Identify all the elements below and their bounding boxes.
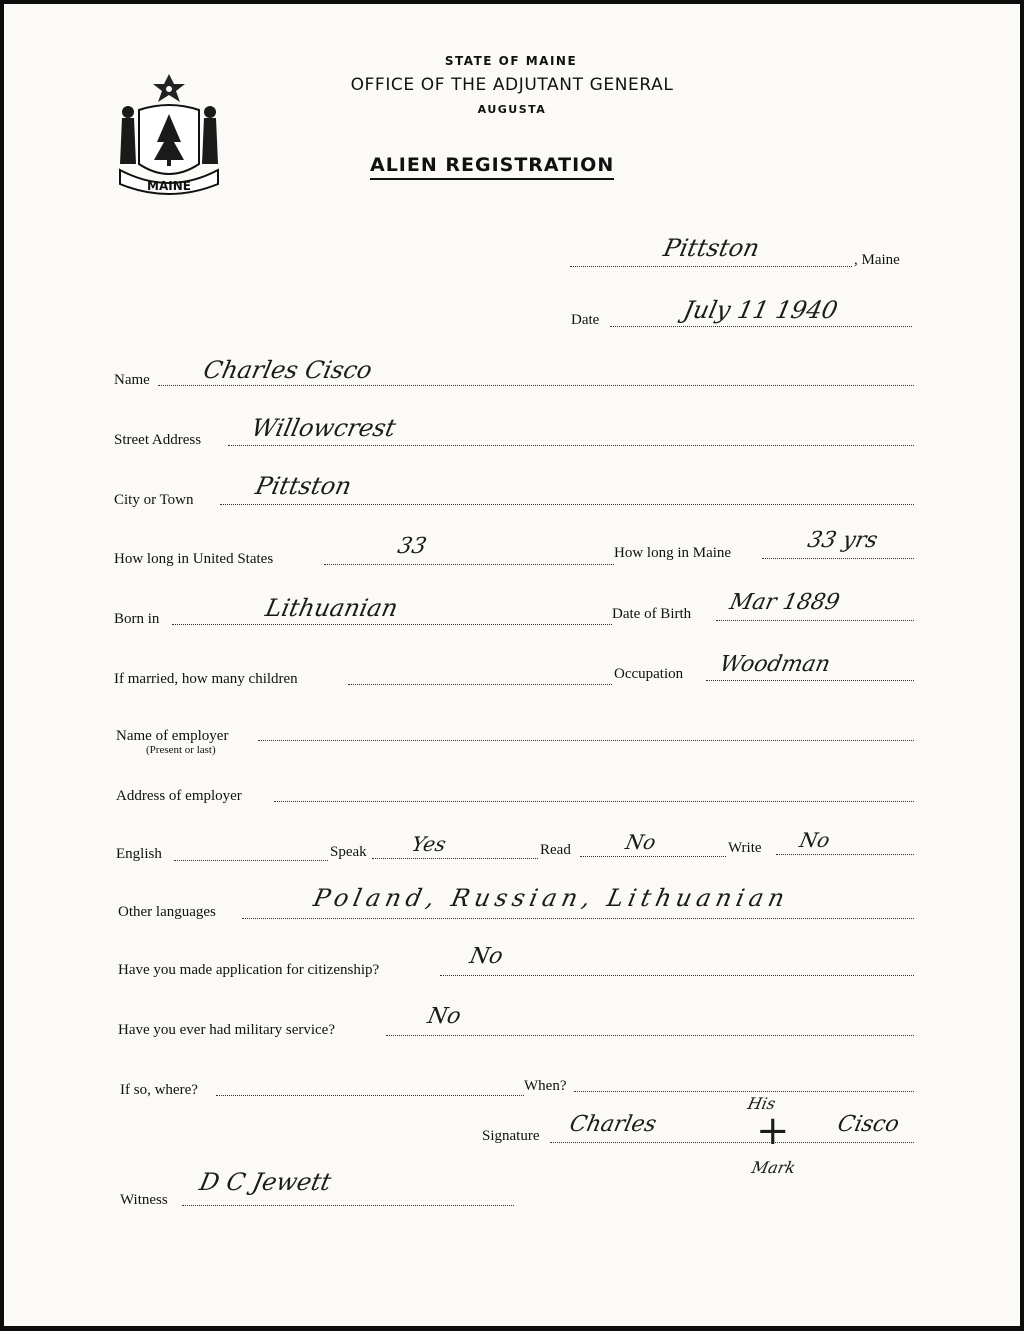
citizenship-line — [440, 975, 914, 976]
employer-address-line — [274, 801, 914, 802]
read-line — [580, 856, 726, 857]
street-label: Street Address — [114, 432, 202, 448]
citizenship-value: No — [467, 944, 506, 969]
dob-line — [716, 620, 914, 621]
place-value: Pittston — [661, 234, 762, 262]
signature-line — [550, 1142, 914, 1143]
when-line — [574, 1091, 914, 1092]
name-value: Charles Cisco — [201, 356, 375, 384]
years-maine-value: 33 yrs — [805, 528, 880, 553]
signature-last-value: Cisco — [835, 1112, 902, 1137]
street-value: Willowcrest — [249, 414, 399, 442]
state-heading: STATE OF MAINE — [444, 54, 578, 68]
military-label: Have you ever had military service? — [118, 1022, 335, 1038]
write-label: Write — [728, 840, 762, 856]
form-title: ALIEN REGISTRATION — [370, 154, 614, 180]
citizenship-label: Have you made application for citizenship? — [118, 962, 380, 978]
signature-label: Signature — [482, 1128, 540, 1144]
born-label: Born in — [114, 611, 160, 627]
years-us-label: How long in United States — [114, 551, 274, 567]
signature-mark-text: Mark — [749, 1158, 798, 1177]
employer-line — [258, 740, 914, 741]
city-value: Pittston — [253, 472, 354, 500]
when-label: When? — [524, 1078, 567, 1094]
employer-label: Name of employer — [116, 728, 229, 744]
street-line — [228, 445, 914, 446]
born-value: Lithuanian — [263, 594, 401, 622]
military-value: No — [425, 1004, 464, 1029]
other-languages-value: Poland, Russian, Lithuanian — [311, 884, 792, 912]
speak-value: Yes — [409, 832, 449, 856]
military-line — [386, 1035, 914, 1036]
years-us-line — [324, 564, 614, 565]
occupation-value: Woodman — [717, 652, 833, 677]
write-line — [776, 854, 914, 855]
date-value: July 11 1940 — [681, 296, 841, 324]
signature-first-value: Charles — [567, 1112, 659, 1137]
children-label: If married, how many children — [114, 671, 298, 687]
english-label: English — [116, 846, 162, 862]
city-heading: AUGUSTA — [477, 103, 547, 116]
witness-value: D C Jewett — [197, 1168, 334, 1196]
years-maine-label: How long in Maine — [614, 545, 732, 561]
years-maine-line — [762, 558, 914, 559]
employer-address-label: Address of employer — [116, 788, 242, 804]
read-value: No — [623, 830, 659, 854]
occupation-label: Occupation — [614, 666, 684, 682]
where-label: If so, where? — [120, 1082, 198, 1098]
city-line — [220, 504, 914, 505]
date-label: Date — [571, 312, 600, 328]
write-value: No — [797, 828, 833, 852]
employer-sub-label: (Present or last) — [146, 744, 216, 756]
occupation-line — [706, 680, 914, 681]
other-languages-line — [242, 918, 914, 919]
witness-line — [182, 1205, 514, 1206]
place-line — [570, 266, 852, 267]
speak-line — [372, 858, 538, 859]
children-line — [348, 684, 612, 685]
where-line — [216, 1095, 524, 1096]
city-label: City or Town — [114, 492, 194, 508]
dob-label: Date of Birth — [612, 606, 692, 622]
read-label: Read — [540, 842, 571, 858]
registration-form — [4, 4, 1020, 1326]
signature-his-text: His — [745, 1094, 778, 1113]
office-heading: OFFICE OF THE ADJUTANT GENERAL — [350, 75, 674, 95]
name-line — [158, 385, 914, 386]
date-line — [610, 326, 912, 327]
witness-label: Witness — [120, 1192, 168, 1208]
signature-mark-symbol: + — [756, 1108, 790, 1154]
born-line — [172, 624, 612, 625]
place-suffix-label: , Maine — [854, 252, 900, 268]
name-label: Name — [114, 372, 150, 388]
english-line — [174, 860, 328, 861]
years-us-value: 33 — [395, 534, 429, 559]
speak-label: Speak — [330, 844, 367, 860]
seal-ribbon-text: MAINE — [147, 179, 191, 193]
dob-value: Mar 1889 — [727, 590, 842, 615]
other-languages-label: Other languages — [118, 904, 216, 920]
